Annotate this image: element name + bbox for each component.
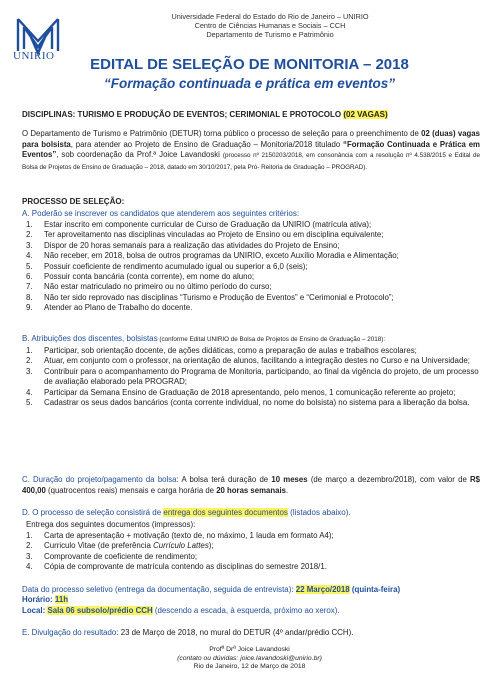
vagas-highlight: (02 VAGAS)	[343, 110, 388, 119]
document-title: EDITAL DE SELEÇÃO DE MONITORIA – 2018	[90, 56, 409, 73]
list-item: 2. Ter aproveitamento nas disciplinas vinculadas ao Projeto de Ensino ou em disciplina equivalente;	[26, 230, 384, 240]
intro-text: , sob coordenação da Prof.ª Joice Lavandoski	[56, 150, 223, 159]
section-d-list	[22, 531, 482, 573]
intro-bold: 02 (duas) vagas para bolsista	[22, 129, 480, 149]
section-c-title: C. Duração do projeto/pagamento da bolsa	[22, 475, 177, 484]
list-item: 1. Carta de apresentação + motivação (texto de, no máximo, 1 lauda em formato A4);	[26, 531, 334, 540]
intro-paragraph	[22, 129, 480, 173]
page-header	[0, 10, 499, 62]
list-item: 2. Atuar, em conjunto com o professor, na orientação de alunos, facilitando a integração destes no Curso e na Universidade;	[26, 356, 470, 366]
intro-bold: “Formação Continuada e Prática em Eventos”	[22, 139, 480, 159]
list-item: 4. Não receber, em 2018, bolsa de outros programas da UNIRIO, exceto Auxílio Moradia e Alimentação;	[26, 251, 399, 261]
institution-line: Departamento de Turismo e Patrimônio	[206, 30, 334, 39]
list-item: 1. Estar inscrito em componente curricular de Curso de Graduação da UNIRIO (matrícula ativa);	[26, 220, 372, 229]
institution-line: Universidade Federal do Estado do Rio de Janeiro – UNIRIO	[171, 12, 369, 21]
list-item: 5. Cadastrar os seus dados bancários (conta corrente individual, no nome do bolsista) no sistema para a liberação da bolsa.	[26, 398, 470, 408]
section-a-title: A. Poderão se inscrever os candidatos que atenderem aos seguintes critérios:	[22, 209, 300, 218]
signature-block	[0, 646, 499, 672]
schedule-time: Horário: 11h	[22, 595, 69, 605]
schedule-block	[22, 585, 487, 616]
list-item: 9. Atender ao Plano de Trabalho do docente.	[26, 303, 193, 313]
intro-small: (processo nº 2150203/2018, em consonância com a resolução nº 4.538/2015 e Edital de Bolsa de Projetos de Ensino de Graduação – 2018, datado em 30/10/2017, pela Pró- Reitoria de Graduação – PROGRAD).	[22, 152, 480, 171]
logo-text: UNIRIO	[13, 50, 55, 62]
processo-title: PROCESSO DE SELEÇÃO:	[22, 197, 125, 206]
intro-text: O Departamento de Turismo e Patrimônio (DETUR) torna público o processo de seleção para o preenchimento de	[22, 129, 422, 138]
section-d-lead: Entrega dos seguintes documentos (impressos):	[26, 520, 196, 529]
signature-place: Rio de Janeiro, 12 de Março de 2018	[193, 663, 306, 670]
list-item: 1. Participar, sob orientação docente, de ações didáticas, como a preparação de aulas e trabalhos escolares;	[26, 346, 417, 355]
document-subtitle: “Formação continuada e prática em eventos”	[103, 76, 396, 91]
intro-text: , para atender ao Projeto de Ensino de Graduação – Monitoria/2018 titulado	[70, 139, 344, 149]
disciplinas-line	[22, 110, 388, 119]
contact-email[interactable]: joice.lavandoski@unirio.br	[240, 654, 320, 662]
section-d-title: D. O processo de seleção consistirá de entrega dos seguintes documentos (listados abaixo).	[22, 508, 351, 517]
schedule-date: Data do processo seletivo (entrega da documentação, seguida de entrevista): 22 Março/2018 (quinta-feira)	[22, 585, 401, 594]
section-c-paragraph: C. Duração do projeto/pagamento da bolsa: A bolsa terá duração de 10 meses (de março a dezembro/2018), com valor de R$ 400,00 (quatrocentos reais) mensais e carga horária de 20 horas semanais.	[22, 475, 480, 495]
list-item: 5. Possuir coeficiente de rendimento acumulado igual ou superior a 6,0 (seis);	[26, 261, 308, 271]
section-e: E. Divulgação do resultado: 23 de Março de 2018, no mural do DETUR (4º andar/prédio CCH).	[22, 628, 354, 637]
section-b-title: B. Atribuições dos discentes, bolsistas (conforme Edital UNIRIO de Bolsa de Projetos de Ensino de Graduação – 2018):	[22, 334, 386, 343]
schedule-place: Local: Sala 06 subsolo/prédio CCH (descendo a escada, à esquerda, próximo ao xerox).	[22, 605, 340, 615]
section-a-list	[22, 220, 482, 314]
signature-contact: (contato ou dúvidas: joice.lavandoski@unirio.br)	[177, 654, 322, 662]
list-item: 4. Participar da Semana Ensino de Graduação de 2018 apresentando, pelo menos, 1 comunicação referente ao projeto;	[26, 387, 456, 397]
section-e-title: E. Divulgação do resultado:	[22, 628, 119, 637]
list-item: 4. Cópia de comprovante de matrícula contendo as disciplinas do semestre 2018/1.	[26, 562, 327, 572]
list-item: 7. Não estar matriculado no primeiro ou no último período do curso;	[26, 282, 272, 292]
list-item: 2. Curriculo Vitae (de preferência Currículo Lattes);	[26, 541, 214, 551]
list-item: 8. Não ter sido reprovado nas disciplinas “Turismo e Produção de Eventos” e “Cerimonial e Protocolo”;	[26, 292, 394, 302]
disciplinas-text: DISCIPLINAS: TURISMO E PRODUÇÃO DE EVENTOS; CERIMONIAL E PROTOCOLO	[22, 110, 342, 119]
list-item: 3. Contribuir para o acompanhamento do Programa de Monitoria, participando, ao final da vigência do projeto, de um processo de avaliação elaborado pela PROGRAD;	[26, 366, 479, 387]
list-item: 3. Dispor de 20 horas semanais para a realização das atividades do Projeto de Ensino;	[26, 240, 340, 250]
institution-line: Centro de Ciências Humanas e Sociais – CCH	[194, 21, 346, 30]
list-item: 6. Possuir conta bancária (conta corrente), em nome do aluno;	[26, 272, 255, 282]
list-item: 3. Comprovante de coeficiente de rendimento;	[26, 551, 198, 561]
signature-name: Profª Drª Joice Lavandoski	[209, 646, 290, 653]
institution-block	[120, 12, 420, 39]
section-b-list	[22, 346, 482, 408]
